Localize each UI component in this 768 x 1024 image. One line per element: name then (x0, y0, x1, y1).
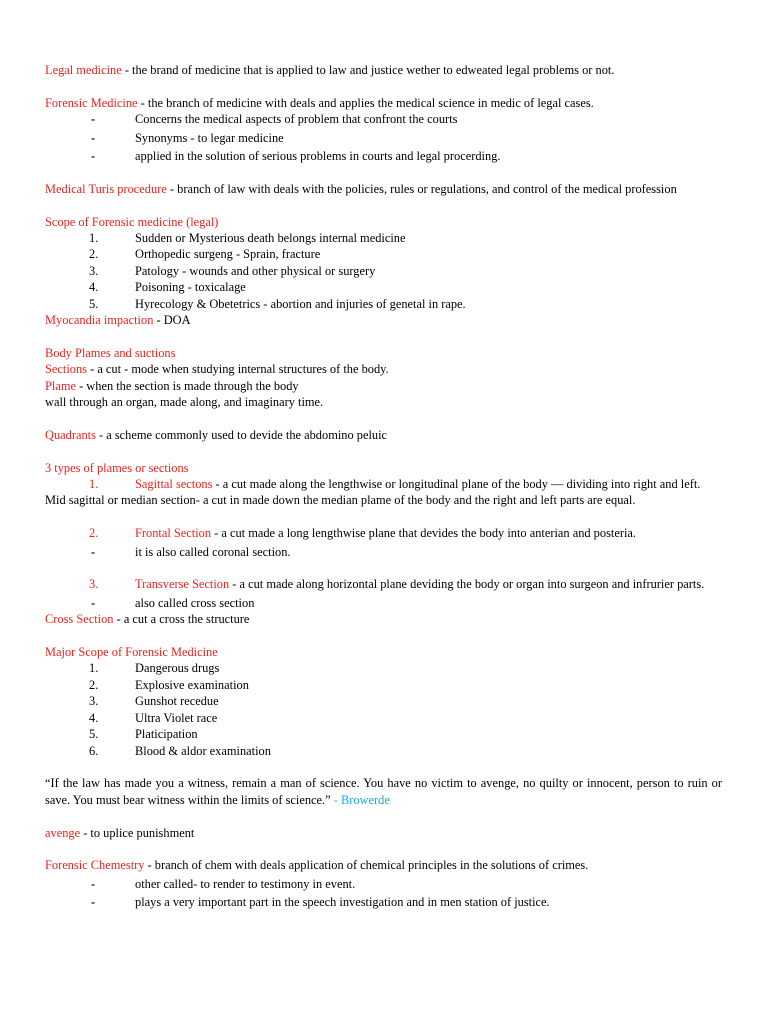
term-medical-turis: Medical Turis procedure (45, 181, 167, 196)
types-heading: 3 types of plames or sections (45, 460, 189, 475)
term-legal-medicine: Legal medicine (45, 63, 122, 77)
legal-medicine-definition: Legal medicine - the brand of medicine that is applied to law and justice wether to edweated legal problems or not. (45, 63, 615, 77)
list-item: 3. Patology - wounds and other physical or surgery (89, 263, 376, 278)
list-item: - Concerns the medical aspects of problem that confront the courts (91, 112, 458, 127)
sagittal-definition: 1. Sagittal sectons - a cut made along the lengthwise or longitudinal plane of the body — dividing into right and left. (89, 477, 701, 492)
list-item: 4. Ultra Violet race (89, 710, 218, 725)
list-item: 2. Explosive examination (89, 677, 249, 692)
term-frontal: Frontal Section (135, 526, 212, 541)
list-item: - applied in the solution of serious problems in courts and legal procerding. (91, 149, 501, 164)
list-item: - also called cross section (91, 595, 255, 610)
list-item: - Synonyms - to legar medicine (91, 130, 284, 145)
quote: “If the law has made you a witness, remain a man of science. You have no victim to avenge, no quilty or innocent, person to ruin or save. You must bear witness within the limits of science.” - Browerde (45, 776, 722, 807)
term-plame: Plame (45, 378, 76, 393)
list-item: 3. Gunshot recedue (89, 694, 219, 709)
term-forensic-medicine: Forensic Medicine (45, 95, 138, 110)
list-item: 1. Dangerous drugs (89, 661, 220, 676)
term-quadrants: Quadrants (45, 427, 96, 442)
list-item: - other called- to render to testimony in event. (91, 876, 356, 891)
list-item: 2. Orthopedic surgeng - Sprain, fracture (89, 247, 321, 262)
list-item: 6. Blood & aldor examination (89, 743, 271, 758)
list-item: - it is also called coronal section. (91, 544, 291, 559)
plame-definition-line2: wall through an organ, made along, and imaginary time. (45, 395, 324, 410)
term-forensic-chemistry: Forensic Chemestry (45, 858, 145, 873)
transverse-definition: 3. Transverse Section - a cut made along horizontal plane deviding the body or organ into surgeon and infrurier parts. (89, 577, 705, 592)
major-scope-heading: Major Scope of Forensic Medicine (45, 645, 218, 660)
term-sagittal: Sagittal sectons (135, 477, 213, 492)
term-cross-section: Cross Section (45, 612, 114, 627)
myocandia-definition: Myocandia impaction - DOA (45, 313, 191, 328)
term-avenge: avenge (45, 825, 81, 840)
list-item: 5. Platicipation (89, 727, 198, 742)
scope-legal-heading: Scope of Forensic medicine (legal) (45, 214, 219, 229)
list-item: 1. Sudden or Mysterious death belongs internal medicine (89, 231, 406, 246)
quadrants-definition: Quadrants - a scheme commonly used to devide the abdomino peluic (45, 427, 388, 442)
mid-sagittal-definition: Mid sagittal or median section- a cut in made down the median plame of the body and the right and left parts are equal. (45, 493, 636, 508)
frontal-definition: 2. Frontal Section - a cut made a long lengthwise plane that devides the body into anterian and posteria. (89, 526, 636, 541)
list-item: 4. Poisoning - toxicalage (89, 280, 246, 295)
forensic-medicine-definition: Forensic Medicine - the branch of medicine with deals and applies the medical science in medic of legal cases. (45, 95, 594, 110)
list-item: 5. Hyrecology & Obetetrics - abortion and injuries of genetal in rape. (89, 296, 466, 311)
term-myocandia: Myocandia impaction (45, 313, 154, 328)
avenge-definition: avenge - to uplice punishment (45, 825, 195, 840)
term-transverse: Transverse Section (135, 577, 230, 592)
sections-definition: Sections - a cut - mode when studying internal structures of the body. (45, 362, 389, 377)
list-item: - plays a very important part in the speech investigation and in men station of justice. (91, 895, 550, 910)
forensic-chemistry-definition: Forensic Chemestry - branch of chem with deals application of chemical principles in the solutions of crimes. (45, 858, 589, 873)
quote-author: - Browerde (333, 792, 390, 807)
plame-definition: Plame - when the section is made through the body (45, 378, 299, 393)
body-planes-heading: Body Plames and suctions (45, 345, 176, 360)
term-sections: Sections (45, 362, 87, 377)
cross-section-definition: Cross Section - a cut a cross the structure (45, 612, 250, 627)
medical-turis-definition: Medical Turis procedure - branch of law with deals with the policies, rules or regulations, and control of the medical profession (45, 181, 677, 196)
